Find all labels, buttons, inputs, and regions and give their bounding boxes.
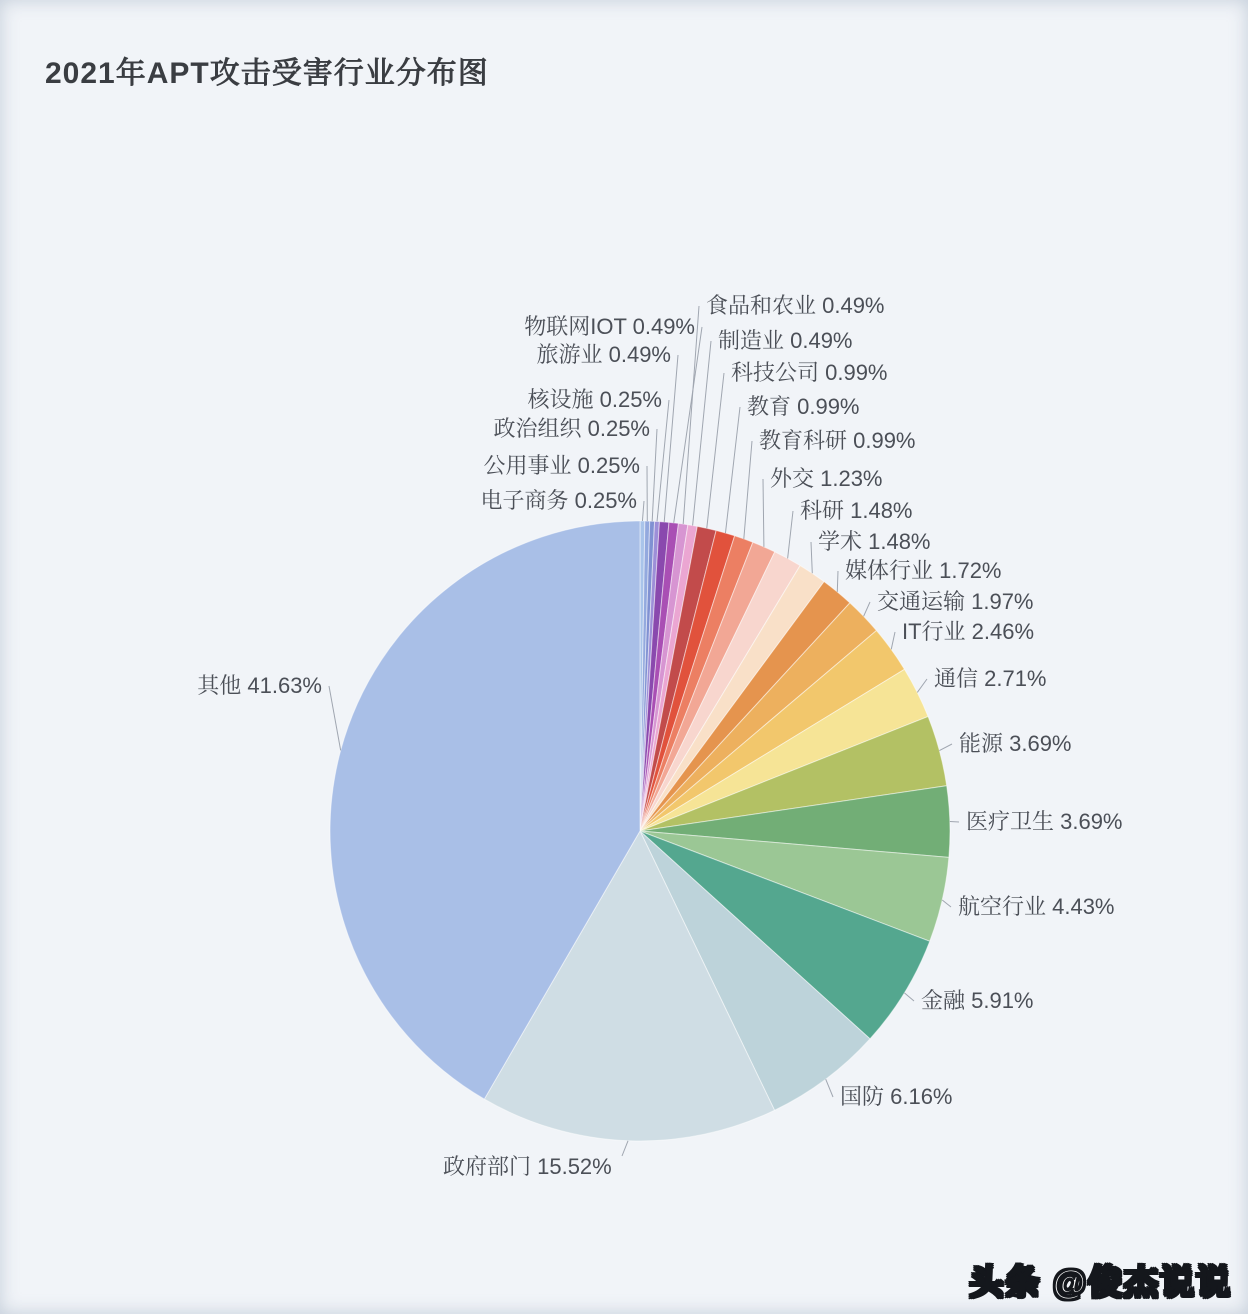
leader-line — [693, 341, 711, 526]
leader-line — [891, 632, 895, 649]
slice-label: 公用事业 0.25% — [483, 453, 640, 478]
slice-label: 科研 1.48% — [800, 498, 913, 523]
leader-line — [811, 542, 812, 573]
slice-label: 能源 3.69% — [959, 731, 1072, 756]
watermark: 头条 @俊杰说说 — [969, 1264, 1232, 1302]
slice-label: 旅游业 0.49% — [536, 342, 671, 367]
leader-line — [642, 501, 644, 521]
leader-line — [826, 1079, 833, 1097]
slice-label: 交通运输 1.97% — [877, 589, 1034, 614]
slice-label: 教育科研 0.99% — [759, 428, 916, 453]
slice-label: IT行业 2.46% — [902, 619, 1035, 644]
leader-line — [763, 479, 764, 547]
slice-label: 制造业 0.49% — [718, 328, 853, 353]
leader-line — [329, 686, 341, 750]
leader-line — [904, 993, 914, 1001]
slice-label: 电子商务 0.25% — [480, 488, 637, 513]
slice-label: 国防 6.16% — [840, 1084, 953, 1109]
slice-label: 金融 5.91% — [921, 988, 1034, 1013]
slice-label: 航空行业 4.43% — [958, 894, 1115, 919]
slice-label: 政治组织 0.25% — [493, 416, 650, 441]
leader-line — [652, 429, 657, 521]
slice-label: 通信 2.71% — [934, 666, 1047, 691]
leader-line — [707, 373, 724, 528]
slice-label: 科技公司 0.99% — [731, 360, 888, 385]
leader-line — [657, 400, 669, 521]
slice-label: 媒体行业 1.72% — [845, 558, 1002, 583]
slice-label: 其他 41.63% — [197, 673, 322, 698]
slice-label: 外交 1.23% — [770, 466, 883, 491]
slice-label: 政府部门 15.52% — [443, 1154, 612, 1179]
chart-title: 2021年APT攻击受害行业分布图 — [45, 57, 489, 90]
slice-label: 教育 0.99% — [747, 394, 860, 419]
slice-label: 食品和农业 0.49% — [706, 293, 885, 318]
leader-line — [664, 355, 678, 522]
leader-line — [837, 571, 838, 592]
leader-line — [942, 900, 951, 907]
leader-line — [917, 679, 927, 692]
leader-line — [744, 441, 752, 539]
slice-label: 医疗卫生 3.69% — [966, 809, 1123, 834]
slice-label: 核设施 0.25% — [527, 387, 662, 412]
leader-line — [939, 744, 952, 751]
slice-label: 学术 1.48% — [818, 529, 931, 554]
leader-line — [864, 602, 870, 616]
leader-line — [725, 407, 740, 533]
slice-label: 物联网IOT 0.49% — [524, 314, 695, 339]
leader-line — [622, 1141, 628, 1156]
leader-line — [788, 511, 793, 558]
